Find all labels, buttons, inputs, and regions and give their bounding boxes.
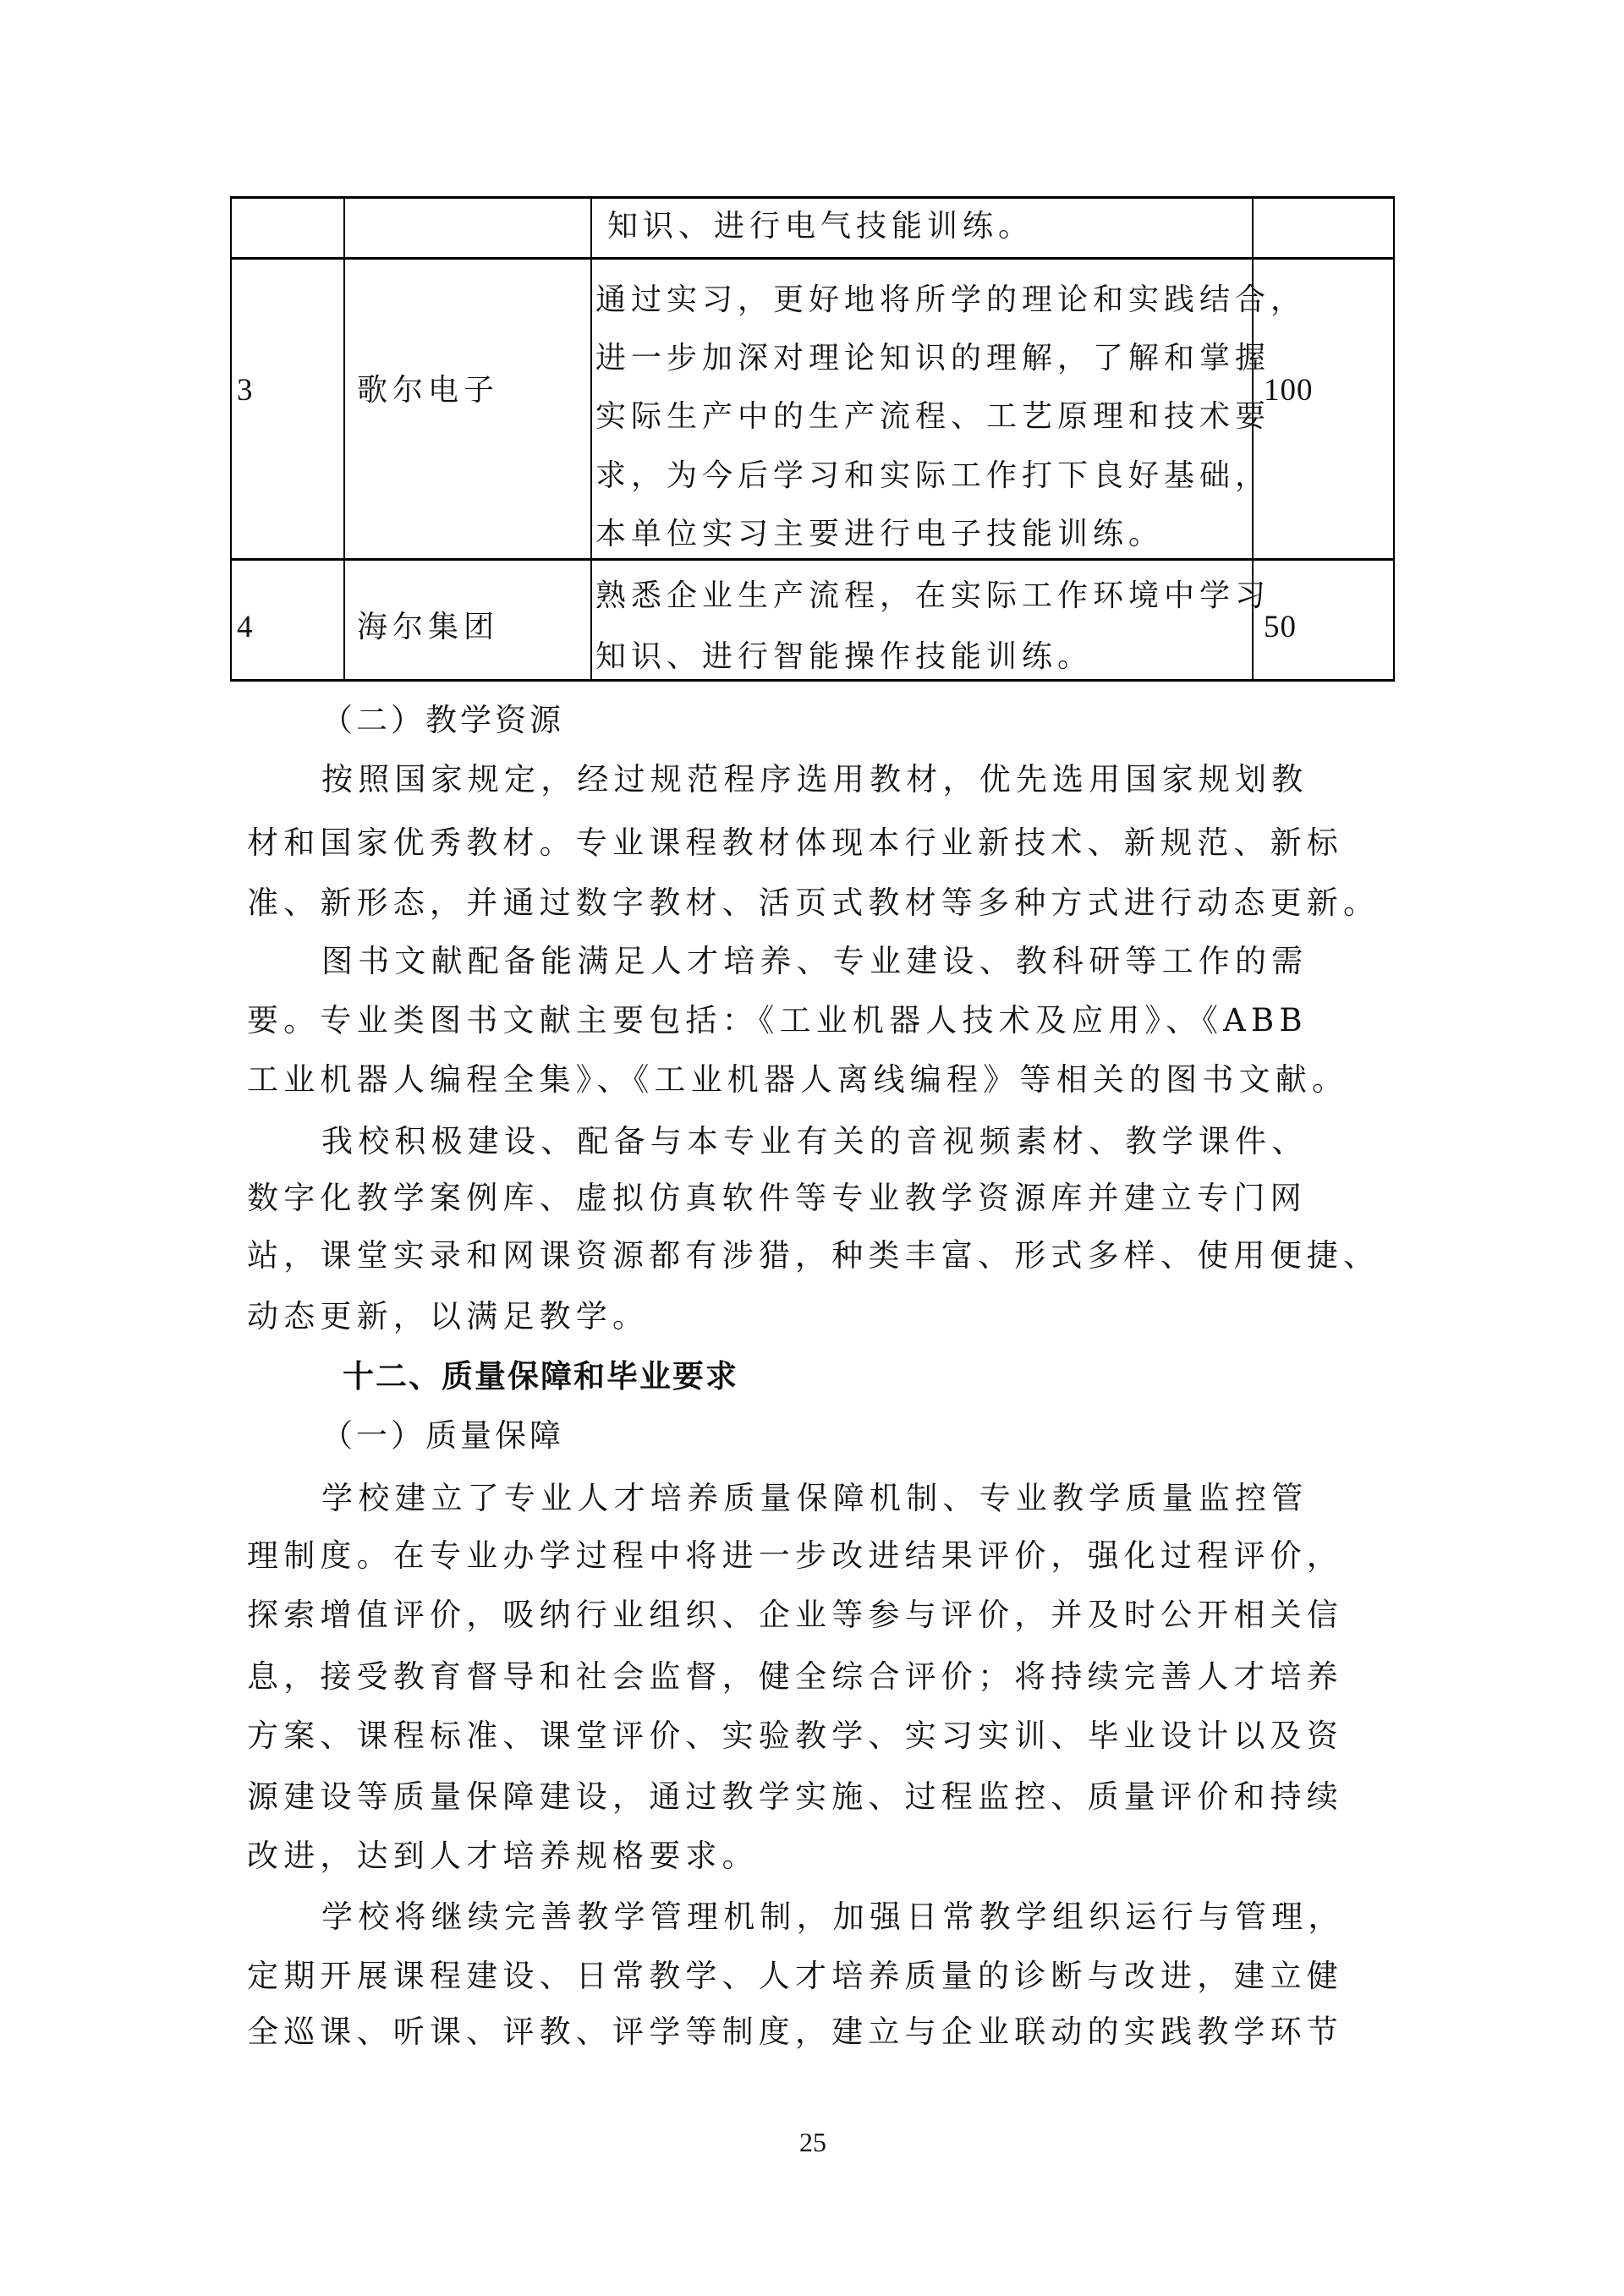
table-cell-content: 本单位实习主要进行电子技能训练。 bbox=[595, 517, 1165, 551]
paragraph-line: 按照国家规定，经过规范程序选用教材，优先选用国家规划教 bbox=[321, 761, 1309, 797]
paragraph-line: 站，课堂实录和网课资源都有涉猎，种类丰富、形式多样、使用便捷、 bbox=[247, 1237, 1380, 1274]
paragraph-line: 图书文献配备能满足人才培养、专业建设、教科研等工作的需 bbox=[321, 943, 1309, 979]
table-border-bottom bbox=[230, 679, 1395, 682]
paragraph-line: 探索增值评价，吸纳行业组织、企业等参与评价，并及时公开相关信 bbox=[247, 1597, 1343, 1633]
table-cell-content: 进一步加深对理论知识的理解，了解和掌握 bbox=[595, 341, 1271, 375]
table-cell-count: 100 bbox=[1264, 373, 1314, 408]
paragraph-line: 工业机器人编程全集》、《工业机器人离线编程》等相关的图书文献。 bbox=[247, 1061, 1349, 1098]
paragraph-line: 动态更新，以满足教学。 bbox=[247, 1298, 650, 1334]
paragraph-line: 全巡课、听课、评教、评学等制度，建立与企业联动的实践教学环节 bbox=[247, 2014, 1343, 2050]
section-heading-quality: 十二、质量保障和毕业要求 bbox=[343, 1358, 738, 1395]
table-border-top bbox=[230, 196, 1395, 199]
section-heading-teaching-resources: （二）教学资源 bbox=[321, 702, 564, 738]
paragraph-line: 学校建立了专业人才培养质量保障机制、专业教学质量监控管 bbox=[321, 1480, 1309, 1516]
table-cell-content: 知识、进行电气技能训练。 bbox=[607, 209, 1034, 244]
table-col-divider bbox=[343, 196, 345, 682]
table-cell-company: 歌尔电子 bbox=[357, 373, 500, 408]
table-cell-index: 3 bbox=[237, 373, 254, 408]
table-cell-company: 海尔集团 bbox=[357, 610, 500, 644]
paragraph-line: 息，接受教育督导和社会监督，健全综合评价；将持续完善人才培养 bbox=[247, 1658, 1343, 1695]
paragraph-line: 学校将继续完善教学管理机制，加强日常教学组织运行与管理， bbox=[321, 1899, 1345, 1935]
table-row-divider bbox=[230, 558, 1395, 561]
paragraph-line: 准、新形态，并通过数字教材、活页式教材等多种方式进行动态更新。 bbox=[247, 885, 1380, 921]
paragraph-line: 改进，达到人才培养规格要求。 bbox=[247, 1838, 759, 1874]
paragraph-line: 源建设等质量保障建设，通过教学实施、过程监控、质量评价和持续 bbox=[247, 1778, 1343, 1815]
paragraph-line: 要。专业类图书文献主要包括：《工业机器人技术及应用》、《ABB bbox=[247, 1002, 1308, 1038]
table-cell-content: 求，为今后学习和实际工作打下良好基础， bbox=[595, 458, 1271, 493]
table-col-divider bbox=[590, 196, 592, 682]
table-cell-index: 4 bbox=[237, 610, 254, 644]
paragraph-line: 定期开展课程建设、日常教学、人才培养质量的诊断与改进，建立健 bbox=[247, 1958, 1343, 1994]
paragraph-line: 材和国家优秀教材。专业课程教材体现本行业新技术、新规范、新标 bbox=[247, 825, 1343, 861]
page-number: 25 bbox=[799, 2127, 826, 2157]
table-cell-content: 知识、进行智能操作技能训练。 bbox=[595, 639, 1094, 674]
table-cell-content: 熟悉企业生产流程，在实际工作环境中学习 bbox=[595, 578, 1271, 613]
paragraph-line: 理制度。在专业办学过程中将进一步改进结果评价，强化过程评价， bbox=[247, 1537, 1343, 1574]
internship-table bbox=[230, 196, 1393, 680]
table-cell-content: 通过实习，更好地将所学的理论和实践结合， bbox=[595, 282, 1307, 317]
paragraph-line: 我校积极建设、配备与本专业有关的音视频素材、教学课件、 bbox=[321, 1123, 1309, 1159]
subsection-heading-quality-assurance: （一）质量保障 bbox=[321, 1417, 564, 1454]
table-border-left bbox=[230, 196, 232, 682]
table-row-divider bbox=[230, 257, 1395, 260]
table-cell-count: 50 bbox=[1264, 610, 1297, 644]
table-border-right bbox=[1393, 196, 1395, 682]
paragraph-line: 数字化教学案例库、虚拟仿真软件等专业教学资源库并建立专门网 bbox=[247, 1180, 1307, 1216]
paragraph-line: 方案、课程标准、课堂评价、实验教学、实习实训、毕业设计以及资 bbox=[247, 1718, 1343, 1754]
table-cell-content: 实际生产中的生产流程、工艺原理和技术要 bbox=[595, 399, 1271, 434]
